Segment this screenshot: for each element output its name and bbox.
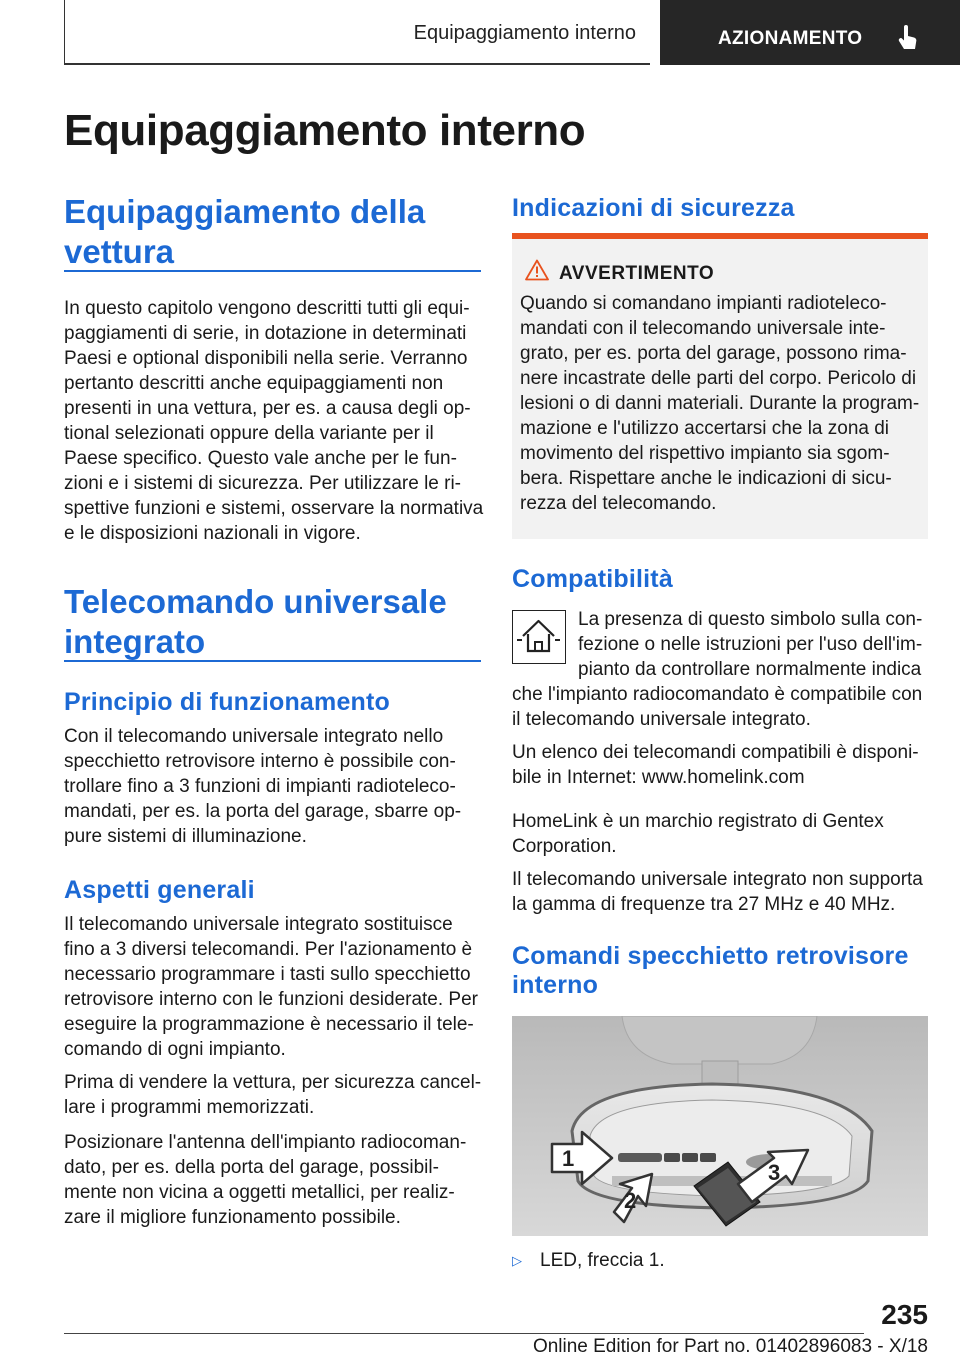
paragraph-compat-indented: La presenza di questo simbolo sulla con- fezione o nelle istruzioni per l'uso dell'im- pianto da controllare normalmente indica — [578, 609, 923, 680]
paragraph-elenco: Un elenco dei telecomandi compatibili è disponi- bile in Internet: www.homelink.com — [512, 742, 919, 788]
mirror-photo — [512, 1016, 928, 1236]
list-bullet-triangle-icon: ▷ — [512, 1253, 522, 1268]
heading-comandi-specchietto: Comandi specchietto retrovisore interno — [512, 942, 909, 999]
page-title: Equipaggiamento interno — [64, 106, 586, 155]
paragraph-aspetti-2: Prima di vendere la vettura, per sicurezza cancel- lare i programmi memorizzati. — [64, 1072, 482, 1118]
warning-title: AVVERTIMENTO — [559, 263, 715, 284]
heading-equipaggiamento-vettura: Equipaggiamento della vettura — [64, 193, 426, 270]
heading-aspetti-generali: Aspetti generali — [64, 876, 255, 904]
paragraph-equipaggiamento: In questo capitolo vengono descritti tutti gli equi- paggiamenti di serie, in dotazione in determinati Paesi e optional disponibili nella serie. Verranno pertanto descritti anche equipaggiamenti non presenti in una vettura, per es. a causa degli op- tional selezionati oppure della variante per il Paese specifico. Questo vale anche per le fun- zioni e i sistemi di sicurezza. Per utilizzare le ri- spettive funzioni e sistemi, osservare la normativa e le disposizioni nazionali in vigore. — [64, 298, 484, 544]
list-item-text: LED, freccia 1. — [540, 1250, 665, 1271]
header-chapter-label: AZIONAMENTO — [718, 28, 863, 49]
figure-callout-3: 3 — [768, 1160, 781, 1185]
homelink-house-icon — [512, 610, 566, 664]
heading-principio: Principio di funzionamento — [64, 688, 391, 716]
paragraph-compat: che l'impianto radiocomandato è compatibile con il telecomando universale integrato. — [512, 684, 923, 730]
footer-edition: Online Edition for Part no. 01402896083 - X/18 — [532, 1336, 928, 1357]
header-bottom-rule — [64, 63, 650, 65]
warning-text: Quando si comandano impianti radioteleco- mandati con il telecomando universale inte- grato, per es. porta del garage, possono rima- nere incastrate delle parti del corpo. Pericolo di lesioni o di danni materiali. Durante la program- mazione e l'utilizzo accertarsi che la zona di movimento del rispettivo impianto sia sgom- bera. Rispettare anche le indicazioni di sicu- rezza del telecomando. — [520, 293, 920, 514]
heading-telecomando-universale: Telecomando universale integrato — [64, 583, 447, 660]
warning-box — [512, 233, 928, 539]
paragraph-aspetti-3: Posizionare l'antenna dell'impianto radiocoman- dato, per es. della porta del garage, possibil- mente non vicina a oggetti metallici, per realiz- zare il migliore funzionamento possibile. — [64, 1132, 467, 1228]
footer-rule — [64, 1333, 864, 1334]
paragraph-principio: Con il telecomando universale integrato nello specchietto retrovisore interno è possibile con- trollare fino a 3 funzioni di impianti radioteleco- mandati, per es. la porta del garage, sbarre op- pure sistemi di illuminazione. — [64, 726, 462, 847]
paragraph-aspetti-1: Il telecomando universale integrato sostituisce fino a 3 diversi telecomandi. Per l'azionamento è necessario programmare i tasti sullo specchietto retrovisore interno con le funzioni desiderate. Per eseguire la programmazione è necessario il tele- comando di ogni impianto. — [64, 914, 479, 1060]
heading-rule — [64, 660, 481, 662]
warning-accent-bar — [512, 233, 928, 239]
header-chapter-tab[interactable] — [660, 0, 960, 65]
header-section-title: Equipaggiamento interno — [413, 22, 636, 44]
pointing-hand-icon — [897, 25, 919, 51]
warning-triangle-icon — [525, 259, 549, 281]
paragraph-frequenze: Il telecomando universale integrato non supporta la gamma di frequenze tra 27 MHz e 40 MHz. — [512, 869, 923, 915]
heading-compatibilita: Compatibilità — [512, 565, 673, 593]
figure-callout-1: 1 — [562, 1146, 575, 1171]
figure-callout-2: 2 — [624, 1188, 637, 1213]
heading-rule — [64, 270, 481, 272]
heading-indicazioni-sicurezza: Indicazioni di sicurezza — [512, 194, 795, 222]
page-number: 235 — [881, 1299, 928, 1330]
paragraph-homelink: HomeLink è un marchio registrato di Gentex Corporation. — [512, 811, 884, 857]
